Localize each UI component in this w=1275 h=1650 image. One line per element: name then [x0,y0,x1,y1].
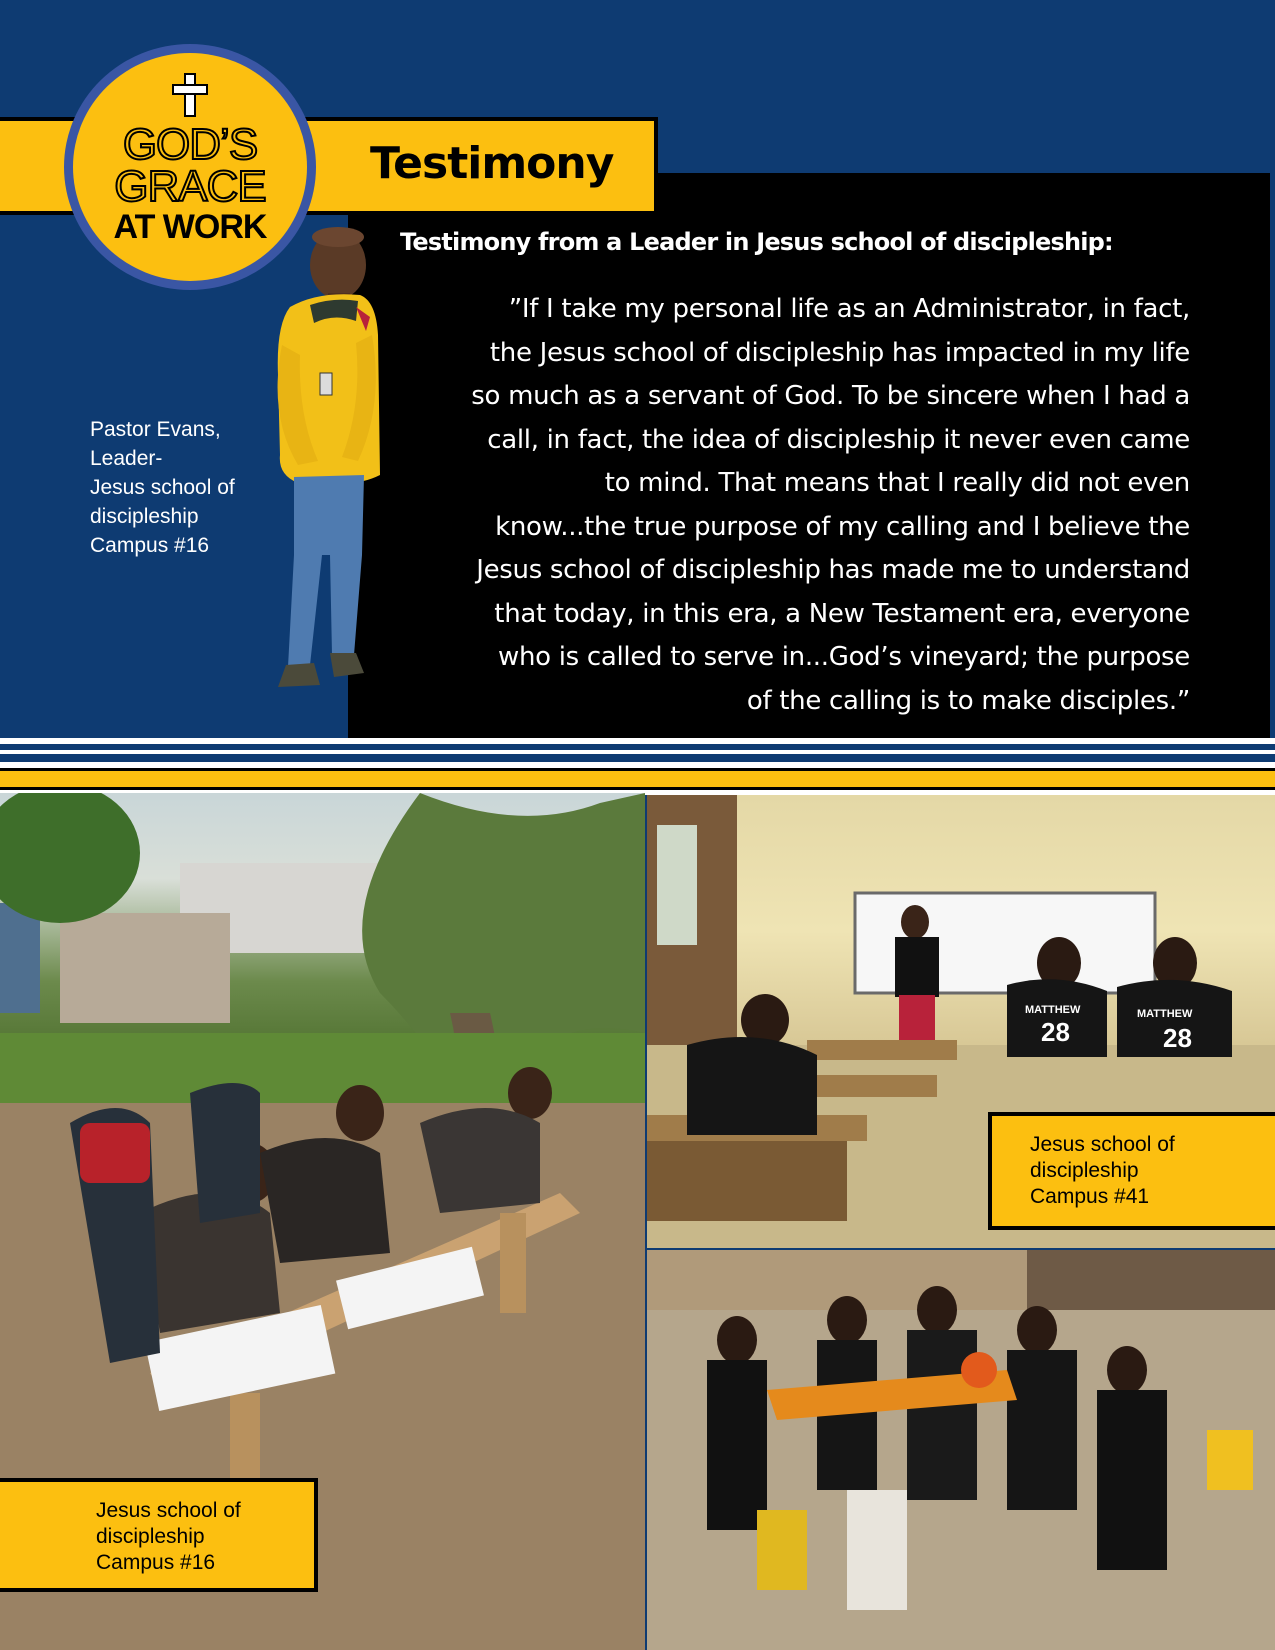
quote-line: Jesus school of discipleship has made me to understand [476,555,1190,585]
quote-line: that today, in this era, a New Testament era, everyone [494,598,1190,629]
caption-line: Jesus school of [90,476,235,499]
divider-stripe [0,768,1275,790]
jersey-name-text: MATTHEW [1025,1004,1081,1016]
quote-line: call, in fact, the idea of discipleship it never even came [487,424,1190,455]
jersey-number-text: 28 [1163,1023,1192,1053]
caption-line: Campus #41 [1030,1185,1150,1208]
caption-campus-16 [0,1478,318,1592]
logo-text-at-work: AT WORK [113,208,267,246]
jersey-number-text: 28 [1041,1017,1070,1047]
caption-line: Campus #16 [96,1551,216,1574]
celebration-photo [647,1250,1275,1650]
quote-line: know...the true purpose of my calling and I believe the [495,511,1190,542]
quote-line: ”If I take my personal life as an Administrator, in fact, [508,294,1190,324]
logo-text-grace: GRACE [114,162,266,211]
quote-line: so much as a servant of God. To be sincere when I had a [471,381,1190,411]
pastor-caption [90,415,300,560]
caption-line: discipleship [90,505,199,528]
caption-line: Campus #16 [90,534,210,557]
caption-line: discipleship [1030,1159,1139,1182]
caption-line: Jesus school of [96,1499,241,1522]
caption-line: Leader- [90,447,163,470]
caption-line: Jesus school of [1030,1133,1175,1156]
quote-line: the Jesus school of discipleship has impacted in my life [489,337,1190,368]
caption-line: Pastor Evans, [90,418,221,441]
testimony-quote [408,288,1190,723]
caption-line: discipleship [96,1525,205,1548]
jersey-name-text: MATTHEW [1137,1008,1193,1020]
quote-line: of the calling is to make disciples.” [746,685,1190,716]
cross-icon [170,73,210,117]
testimony-heading: Testimony from a Leader in Jesus school of discipleship: [400,228,1113,256]
divider-stripe [0,754,1275,762]
caption-campus-41 [988,1112,1275,1230]
celebration-scene [647,1250,1275,1650]
quote-line: to mind. That means that I really did not even [604,468,1190,498]
page-title: Testimony [370,138,614,189]
quote-line: who is called to serve in...God’s vineyard; the purpose [498,642,1190,672]
logo-text-gods: GOD’S [122,120,258,169]
